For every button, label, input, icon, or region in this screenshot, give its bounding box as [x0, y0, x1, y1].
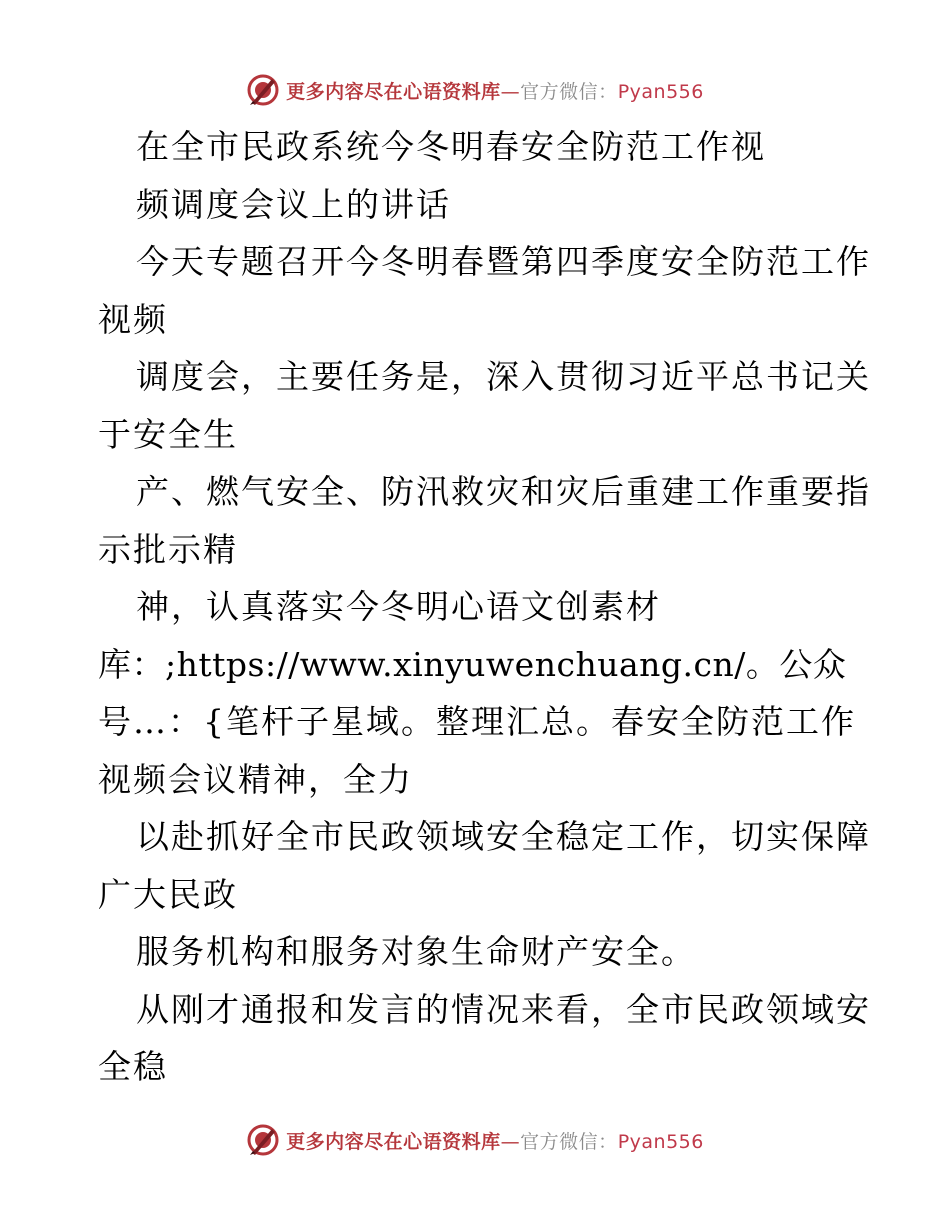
paragraph-line: 库：;https://www.xinyuwenchuang.cn/。公众 — [98, 644, 847, 684]
banner-account: Pyan556 — [617, 80, 704, 103]
paragraph-line: 广大民政 — [98, 874, 238, 914]
banner-title: 更多内容尽在心语资料库 — [286, 1130, 501, 1153]
paragraph-line: 全稳 — [98, 1047, 168, 1086]
paragraph-line: 于安全生 — [98, 414, 238, 454]
paragraph-line: 示批示精 — [98, 529, 238, 569]
paragraph-line: 服务机构和服务对象生命财产安全。 — [136, 932, 696, 971]
paragraph-line: 从刚才通报和发言的情况来看，全市民政领域安 — [136, 989, 871, 1029]
paragraph-line: 号…：{笔杆子星域。整理汇总。春安全防范工作 — [98, 702, 856, 741]
banner-text — [286, 1127, 704, 1154]
banner-official-label: 官方微信： — [520, 80, 618, 103]
seal-pen-logo-icon — [246, 73, 280, 107]
seal-pen-logo-icon — [246, 1123, 280, 1157]
header-banner[interactable] — [0, 70, 950, 110]
paragraph-line: 产、燃气安全、防汛救灾和灾后重建工作重要指 — [136, 472, 871, 511]
banner-account: Pyan556 — [617, 1130, 704, 1153]
paragraph-line: 频调度会议上的讲话 — [136, 184, 451, 224]
paragraph-line: 在全市民政系统今冬明春安全防范工作视 — [136, 127, 766, 166]
banner-dash: — — [500, 80, 521, 103]
paragraph-line: 神，认真落实今冬明心语文创素材 — [136, 587, 661, 626]
footer-banner[interactable] — [0, 1120, 950, 1160]
paragraph-line: 视频会议精神，全力 — [98, 759, 413, 799]
paragraph-line: 调度会，主要任务是，深入贯彻习近平总书记关 — [136, 357, 871, 396]
banner-official-label: 官方微信： — [520, 1130, 618, 1153]
document-body — [98, 118, 871, 1096]
banner-text — [286, 77, 704, 104]
banner-title: 更多内容尽在心语资料库 — [286, 80, 501, 103]
paragraph-line: 今天专题召开今冬明春暨第四季度安全防范工作 — [136, 242, 871, 281]
paragraph-line: 以赴抓好全市民政领域安全稳定工作，切实保障 — [136, 817, 871, 856]
paragraph-line: 视频 — [98, 299, 168, 339]
banner-dash: — — [500, 1130, 521, 1153]
